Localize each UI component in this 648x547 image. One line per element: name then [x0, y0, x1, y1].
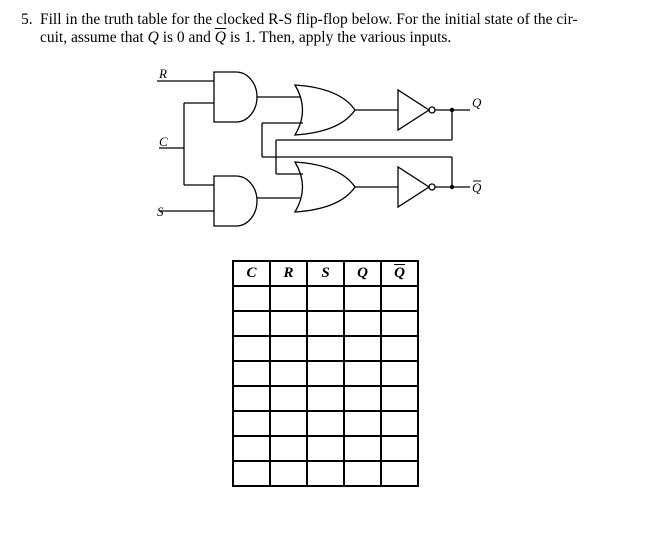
- table-cell[interactable]: [307, 461, 344, 486]
- table-cell[interactable]: [307, 336, 344, 361]
- q-text-part: cuit, assume that: [40, 29, 148, 46]
- table-cell[interactable]: [270, 311, 307, 336]
- table-cell[interactable]: [344, 436, 381, 461]
- header-qbar: $\overline{Q}$: [381, 261, 418, 286]
- table-cell[interactable]: [344, 461, 381, 486]
- q-bar-variable: $\overline{Q}$: [214, 29, 226, 46]
- table-cell[interactable]: [381, 436, 418, 461]
- junction-qbar: [450, 185, 454, 189]
- table-cell[interactable]: [307, 436, 344, 461]
- table-cell[interactable]: [381, 361, 418, 386]
- header-q: Q: [344, 261, 381, 286]
- header-c: C: [233, 261, 270, 286]
- rs-flip-flop-diagram: [0, 0, 648, 260]
- table-row: [233, 361, 418, 386]
- table-cell[interactable]: [307, 311, 344, 336]
- q-variable: Q: [147, 29, 159, 46]
- label-qbar: Q: [472, 180, 482, 195]
- q-text-part: is 1. Then, apply the various inputs.: [226, 29, 452, 46]
- or-gate-top: [295, 85, 355, 135]
- question-line-1: Fill in the truth table for the clocked R-S flip-flop below. For the initial state of the cir-: [40, 11, 578, 28]
- q-text-part: is 0 and: [158, 29, 215, 46]
- header-r: R: [270, 261, 307, 286]
- label-s: S: [157, 204, 164, 219]
- truth-table: [232, 260, 419, 487]
- header-s: S: [307, 261, 344, 286]
- question-number: 5.: [21, 11, 33, 28]
- table-cell[interactable]: [233, 461, 270, 486]
- table-row: [233, 436, 418, 461]
- label-q: Q: [472, 95, 482, 110]
- table-row: [233, 286, 418, 311]
- table-cell[interactable]: [344, 336, 381, 361]
- table-cell[interactable]: [270, 286, 307, 311]
- and-gate-bottom: [214, 176, 257, 226]
- and-gate-top: [214, 72, 257, 122]
- table-row: [233, 461, 418, 486]
- table-cell[interactable]: [233, 386, 270, 411]
- table-cell[interactable]: [270, 436, 307, 461]
- table-cell[interactable]: [233, 336, 270, 361]
- or-gate-bottom: [295, 162, 355, 212]
- table-cell[interactable]: [344, 361, 381, 386]
- table-cell[interactable]: [233, 311, 270, 336]
- table-cell[interactable]: [233, 411, 270, 436]
- junction-q: [450, 108, 454, 112]
- table-cell[interactable]: [233, 436, 270, 461]
- table-cell[interactable]: [381, 461, 418, 486]
- table-cell[interactable]: [270, 361, 307, 386]
- table-cell[interactable]: [307, 361, 344, 386]
- table-cell[interactable]: [344, 386, 381, 411]
- table-cell[interactable]: [381, 386, 418, 411]
- table-cell[interactable]: [270, 411, 307, 436]
- label-r: R: [159, 66, 167, 81]
- table-row: [233, 386, 418, 411]
- table-cell[interactable]: [270, 461, 307, 486]
- table-cell[interactable]: [381, 286, 418, 311]
- truth-table-body: [233, 286, 418, 486]
- label-c: C: [159, 134, 168, 149]
- truth-table-header-row: [233, 261, 418, 286]
- table-cell[interactable]: [307, 286, 344, 311]
- table-cell[interactable]: [344, 286, 381, 311]
- table-cell[interactable]: [233, 361, 270, 386]
- table-cell[interactable]: [381, 336, 418, 361]
- table-row: [233, 336, 418, 361]
- not-gate-top: [398, 90, 429, 130]
- table-cell[interactable]: [344, 411, 381, 436]
- table-cell[interactable]: [307, 411, 344, 436]
- table-cell[interactable]: [270, 386, 307, 411]
- table-cell[interactable]: [270, 336, 307, 361]
- table-cell[interactable]: [381, 311, 418, 336]
- table-row: [233, 411, 418, 436]
- table-row: [233, 311, 418, 336]
- table-cell[interactable]: [233, 286, 270, 311]
- table-cell[interactable]: [344, 311, 381, 336]
- table-cell[interactable]: [381, 411, 418, 436]
- not-gate-bottom: [398, 167, 429, 207]
- table-cell[interactable]: [307, 386, 344, 411]
